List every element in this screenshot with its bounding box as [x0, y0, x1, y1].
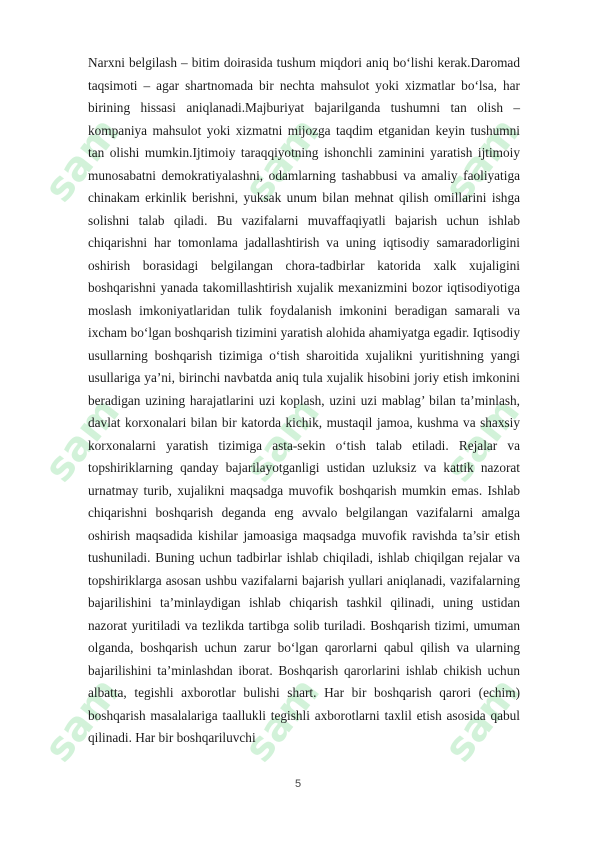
watermark-text: sam — [435, 109, 529, 211]
watermark-text: sam — [435, 389, 529, 491]
watermark-text: sam — [235, 389, 329, 491]
watermark-text: sam — [435, 669, 529, 771]
body-paragraph: Narxni belgilash – bitim doirasida tushum miqdori aniq bo‘lishi kerak.Daromad taqsimoti – agar shartnomada bir nechta mahsulot yoki xizmatlar bo‘lsa, har birining hissasi aniqlanadi.Majburiyat bajarilganda tushumni tan olish – kompaniya mahsulot yoki xizmatni mijozga taqdim etganidan keyin tushumni tan olishi mumkin.Ijtimoiy taraqqiyotning ishonchli zaminini yaratish ijtimoiy munosabatni demokratiyalashni, odamlarning tashabbusi va amaliy faoliyatiga chinakam erkinlik berishni, yuksak unum bilan mehnat qilish omillarini ishga solishni talab qiladi. Bu vazifalarni muvaffaqiyatli bajarish uchun ishlab chiqarishni har tomonlama jadallashtirish va uning iqtisodiy samaradorligini oshirish borasidagi belgilangan chora-tadbirlar katorida xalk xujaligini boshqarishni yanada takomillashtirish xujalik mexanizmini bozor iqtisodiyotiga moslash imkoniyatlaridan tulik foydalanish imkonini beradigan samarali va ixcham bo‘lgan boshqarish tizimini yaratish alohida ahamiyatga egadir. Iqtisodiy usullarning boshqarish tizimiga o‘tish sharoitida xujalikni yuritishning yangi usullariga ya’ni, birinchi navbatda aniq tula xujalik hisobini joriy etish imkonini beradigan uzining harajatlarini uzi koplash, uzini uzi mablag’ bilan ta’minlash, davlat korxonalari bilan bir katorda kichik, mustaqil jamoa, kushma va shaxsiy korxonalarni yaratish tizimiga asta-sekin o‘tish talab etiladi. Rejalar va topshiriklarning qanday bajarilayotganligi ustidan uzluksiz va kattik nazorat urnatmay turib, xujalikni maqsadga muvofik boshqarish mumkin emas. Ishlab chiqarishni boshqarish deganda eng avvalo belgilangan vazifalarni amalga oshirish maqsadida kishilar jamoasiga maqsadga muvofik ravishda ta’sir etish tushuniladi. Buning uchun tadbirlar ishlab chiqiladi, ishlab chiqilgan rejalar va topshiriklarga asosan ushbu vazifalarni bajarish yullari aniqlanadi, vazifalarning bajarilishini ta’minlaydigan ishlab chiqarish tashkil qilinadi, uning ustidan nazorat yuritiladi va tezlikda tartibga solib turiladi. Boshqarish tizimi, umuman olganda, boshqarish uchun zarur bo‘lgan qarorlarni qabul qilish va ularning bajarilishini ta’minlashdan iborat. Boshqarish qarorlarini ishlab chikish uchun albatta, tegishli axborotlar bulishi shart. Har bir boshqarish qarori (echim) boshqarish masalalariga taallukli tegishli axborotlarni taxlil etish asosida qabul qilinadi. Har bir boshqariluvchi — [88, 55, 520, 745]
watermark-text: sam — [35, 109, 129, 211]
page-number: 5 — [294, 778, 302, 790]
watermark-text: sam — [35, 389, 129, 491]
watermark-text: sam — [35, 669, 129, 771]
watermark-text: sam — [235, 109, 329, 211]
watermark-text: sam — [235, 669, 329, 771]
